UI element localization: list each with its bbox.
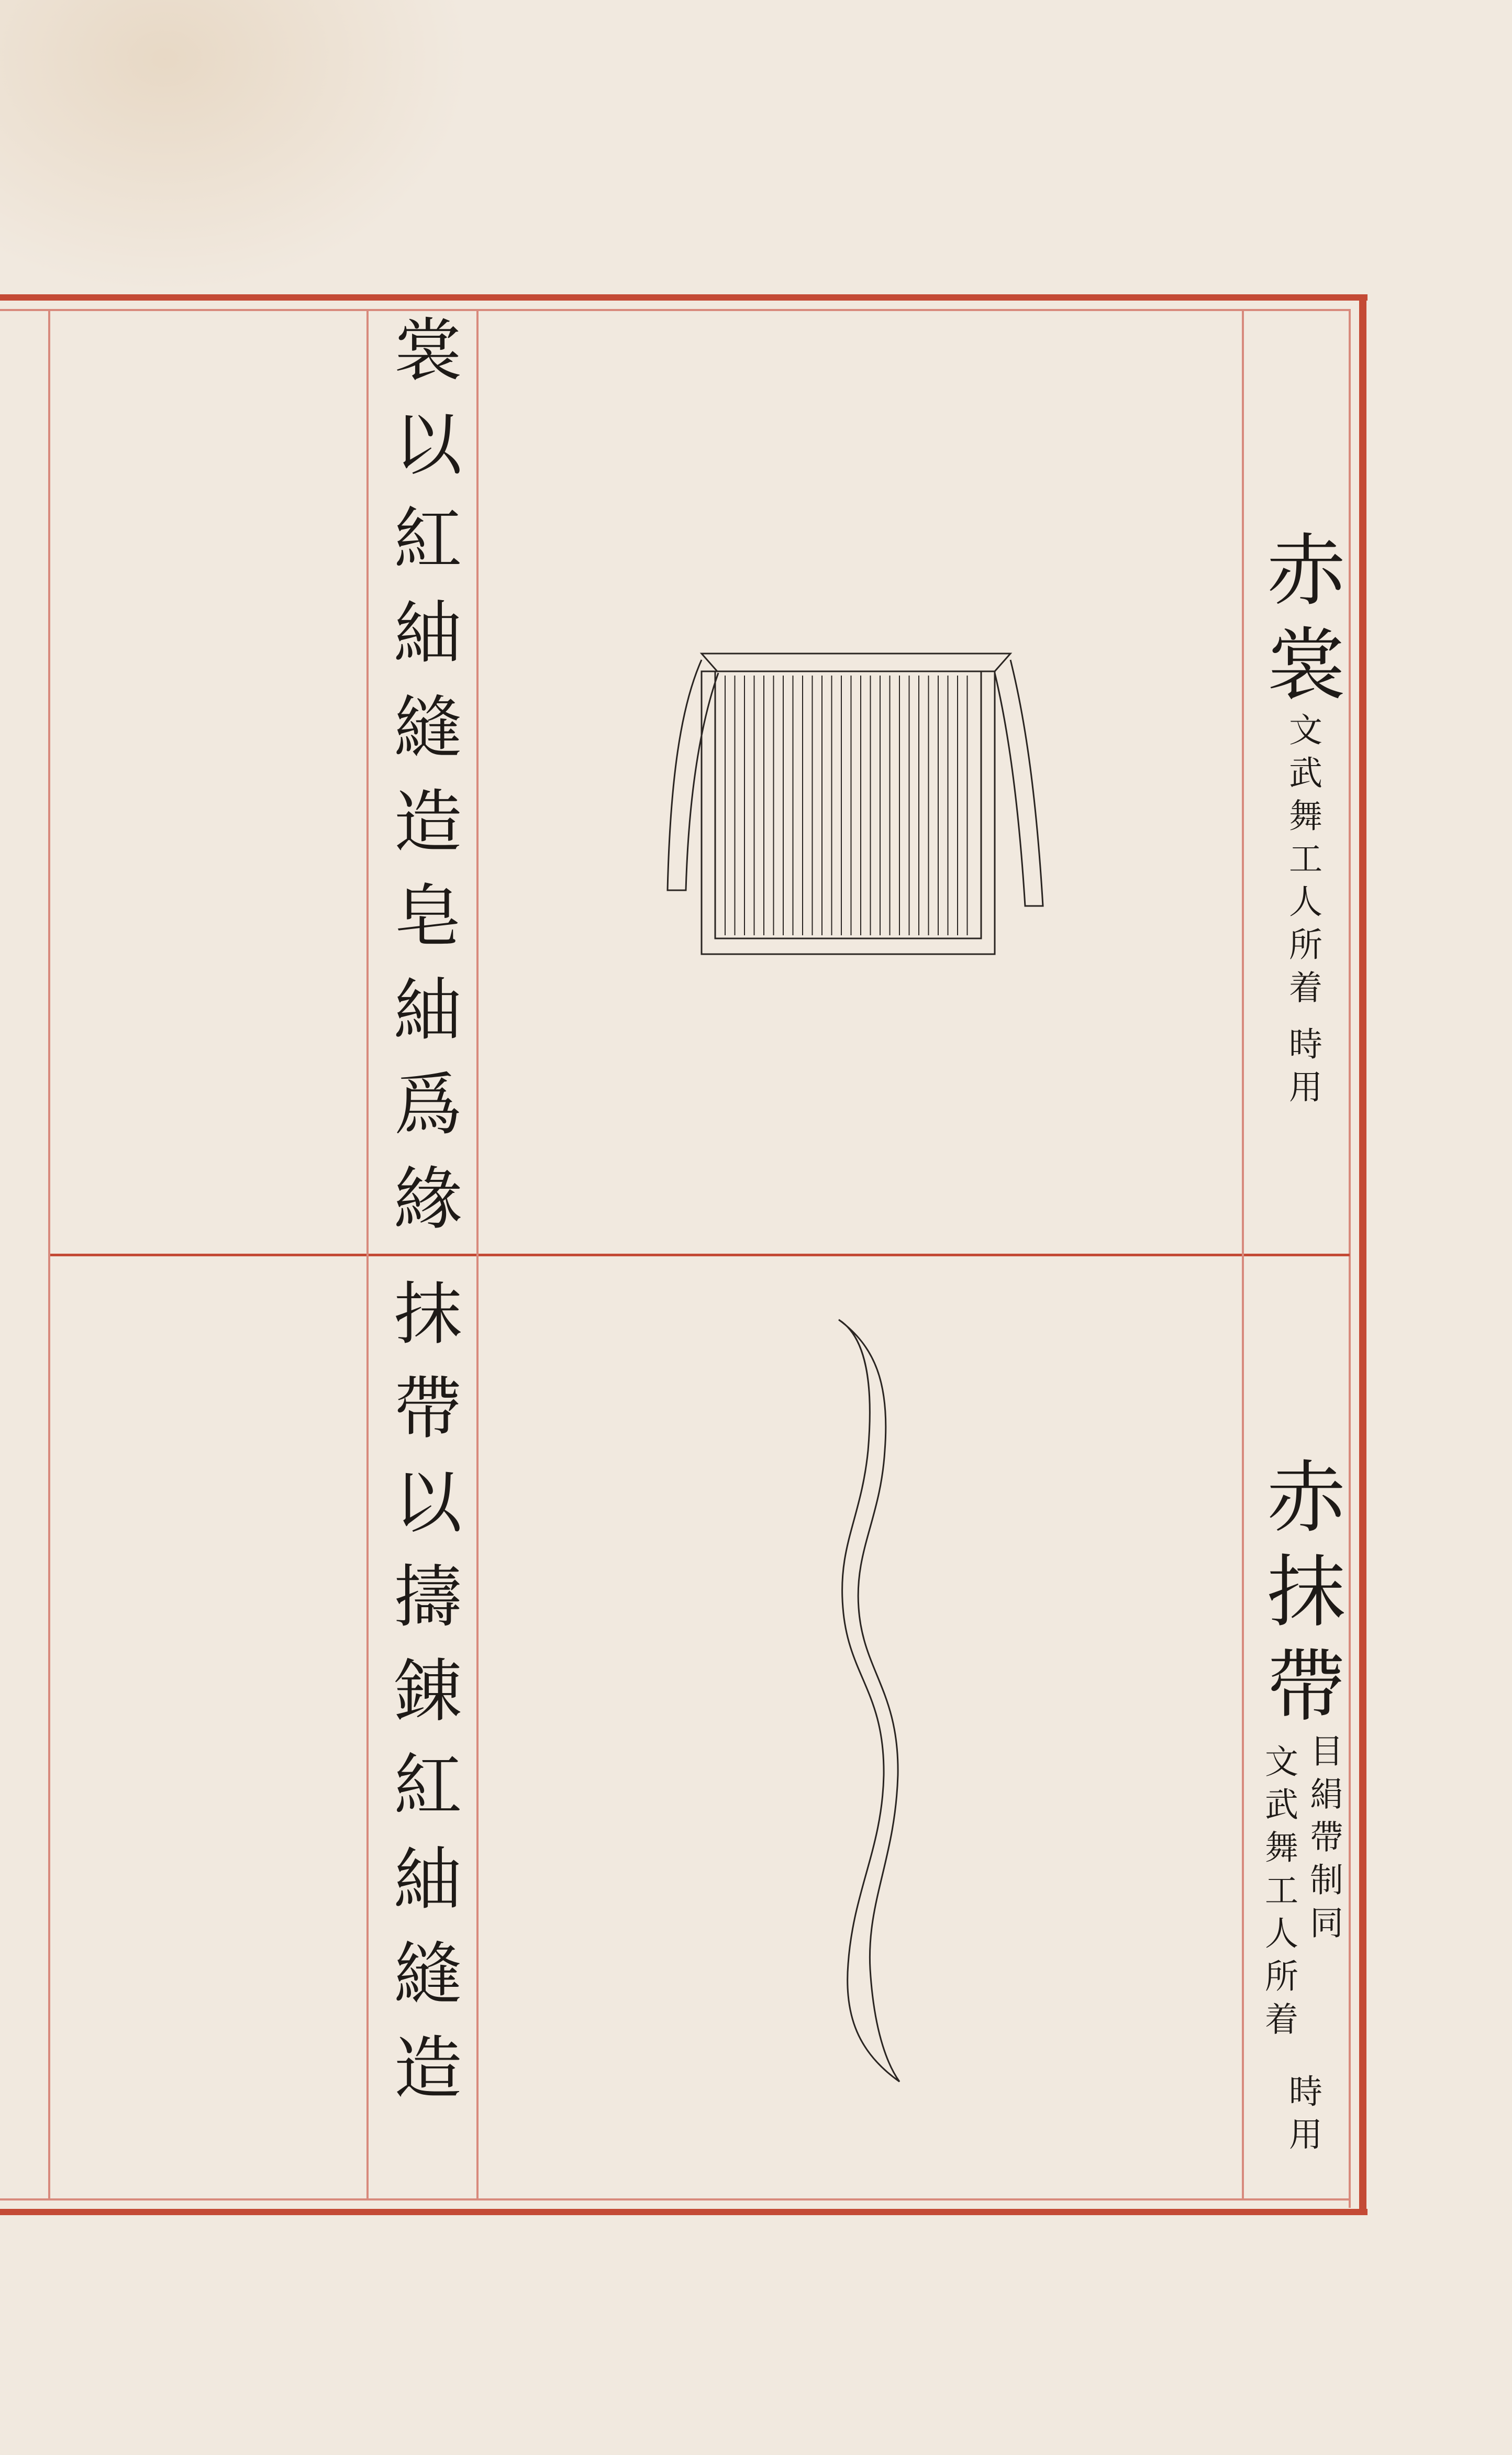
- frame-top-rule: [0, 294, 1368, 301]
- frame-inner-top-rule: [0, 309, 1351, 311]
- water-stain: [0, 0, 471, 293]
- lower-note-line3: 時用: [1283, 2074, 1322, 2160]
- skirt-icon: [649, 644, 1068, 969]
- upper-note-line1: 文武舞工人所着: [1283, 712, 1322, 1013]
- upper-description: 裳以紅紬縫造皂紬爲緣: [383, 314, 462, 1257]
- panel-divider: [48, 1254, 1350, 1256]
- frame-bottom-rule: [0, 2209, 1368, 2215]
- sash-icon: [806, 1314, 942, 2089]
- frame-inner-right-rule: [1349, 309, 1351, 2208]
- upper-note-line2: 時用: [1283, 1026, 1322, 1112]
- lower-description: 抹帶以擣錬紅紬縫造: [383, 1278, 462, 2126]
- column-rule-1: [48, 311, 50, 2198]
- column-rule-3: [476, 311, 479, 2198]
- lower-note-line2: 文武舞工人所着: [1259, 1744, 1298, 2044]
- lower-title: 赤抹帶: [1253, 1456, 1344, 1739]
- upper-title: 赤裳: [1253, 529, 1344, 717]
- lower-note-line1: 目絹帶制同: [1304, 1733, 1343, 1948]
- column-rule-2: [366, 311, 369, 2198]
- frame-right-rule: [1359, 294, 1366, 2215]
- frame-inner-bottom-rule: [0, 2198, 1351, 2200]
- column-rule-4: [1242, 311, 1244, 2198]
